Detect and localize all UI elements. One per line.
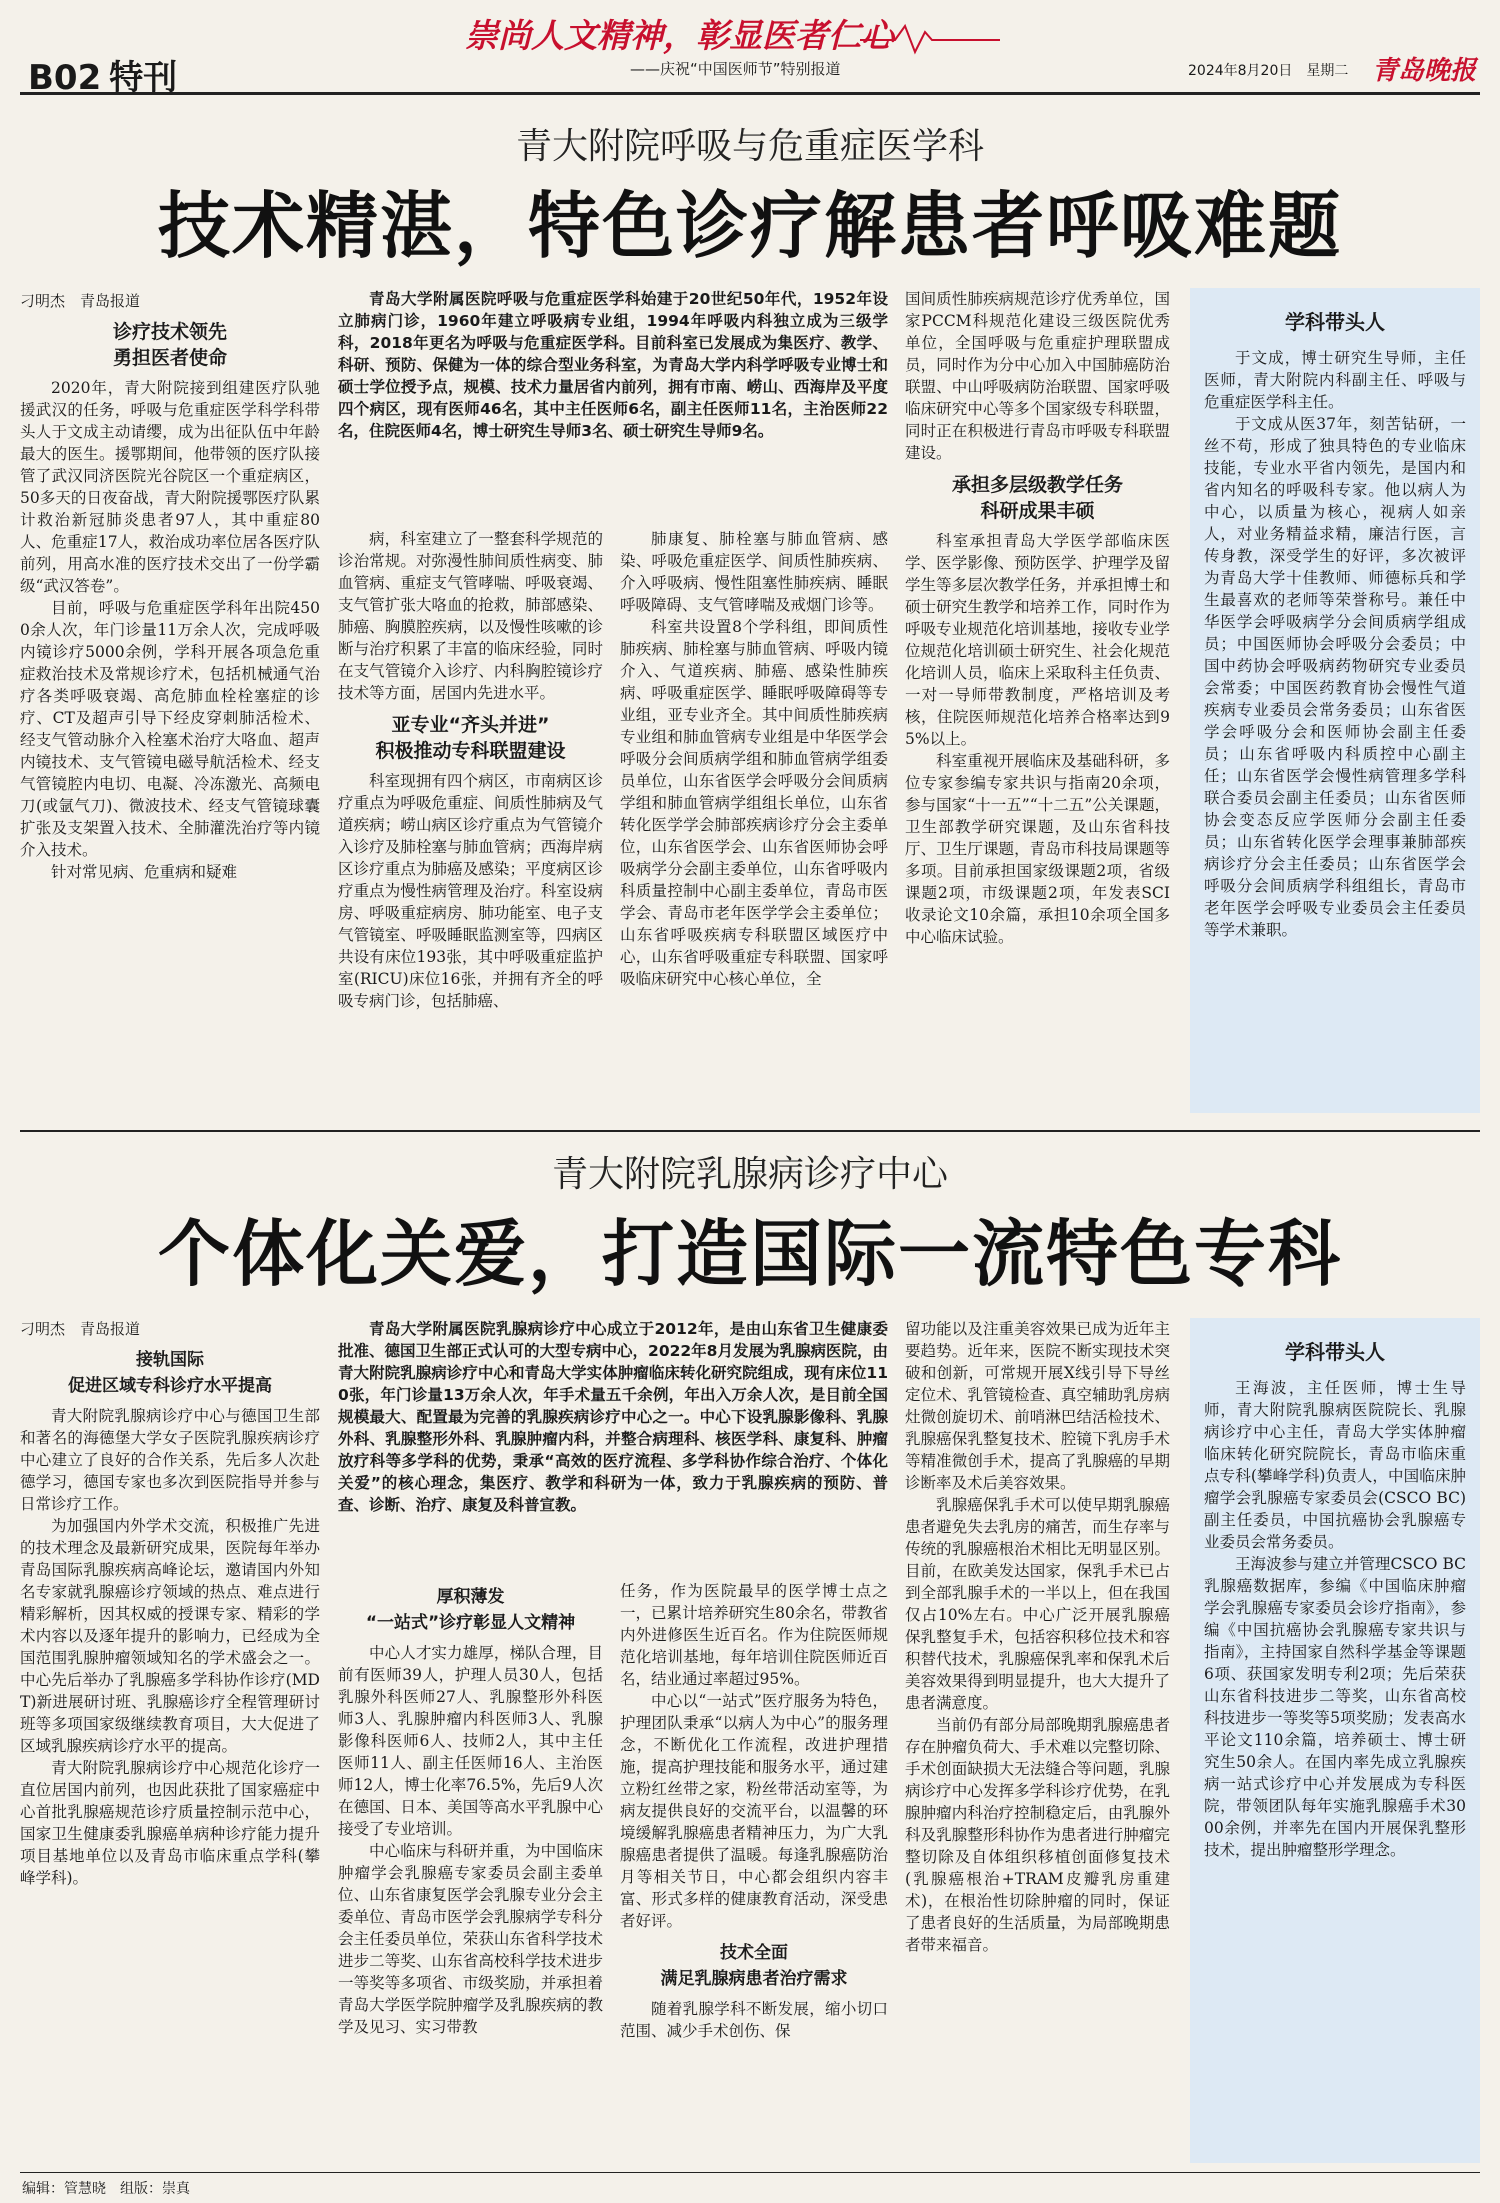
paragraph: 科室承担青岛大学医学部临床医学、医学影像、预防医学、护理学及留学生等多层次教学任务，并承担博士和硕士研究生教学和培养工作，同时作为呼吸专业规范化培训基地，接收专业学位规范化培训硕士研究生、社会化规范化培训人员，临床上采取科主任负责、一对一导师带教制度，严格培训及考核，住院医师规范化培养合格率达到95%以上。 bbox=[905, 532, 1170, 748]
paragraph: 当前仍有部分局部晚期乳腺癌患者存在肿瘤负荷大、手术难以完整切除、手术创面缺损大无法缝合等问题，乳腺病诊疗中心发挥多学科诊疗优势，在乳腺肿瘤内科治疗控制稳定后，由乳腺外科及乳腺整形科协作为患者进行肿瘤完整切除及自体组织移植创面修复技术(乳腺癌根治+TRAM皮瓣乳房重建术)，在根治性切除肿瘤的同时，保证了患者良好的生活质量，为局部晚期患者带来福音。 bbox=[905, 1716, 1170, 1954]
paragraph: 肺康复、肺栓塞与肺血管病、感染、呼吸危重症医学、间质性肺疾病、介入呼吸病、慢性阻塞性肺疾病、睡眠呼吸障碍、支气管哮喘及戒烟门诊等。 bbox=[620, 530, 888, 614]
article1-col4 bbox=[905, 288, 1170, 948]
paragraph: 为加强国内外学术交流，积极推广先进的技术理念及最新研究成果，医院每年举办青岛国际乳腺疾病高峰论坛，邀请国内外知名专家就乳腺癌诊疗领域的热点、难点进行精彩解析，因其权威的授课专家、精彩的学术内容以及逐年提升的影响力，已经成为全国范围乳腺肿瘤领域知名的学术盛会之一。中心先后举办了乳腺癌多学科协作诊疗(MDT)新进展研讨班、乳腺癌诊疗全程管理研讨班等多项国家级继续教育项目，大大促进了区域乳腺疾病诊疗水平的提高。 bbox=[20, 1517, 320, 1755]
paper-logo: 青岛晚报 bbox=[1372, 56, 1477, 86]
article1-headline: 技术精湛，特色诊疗解患者呼吸难题 bbox=[157, 184, 1342, 268]
paragraph: 科室现拥有四个病区，市南病区诊疗重点为呼吸危重症、间质性肺病及气道疾病；崂山病区诊疗重点为气管镜介入诊疗及肺栓塞与肺血管病；西海岸病区诊疗重点为肺癌及感染；平度病区诊疗重点为慢性病管理及治疗。科室设病房、呼吸重症病房、肺功能室、电子支气管镜室、呼吸睡眠监测室等，四病区共设有床位193张，其中呼吸重症监护室(RICU)床位16张，并拥有齐全的呼吸专病门诊，包括肺癌、 bbox=[338, 772, 603, 1010]
subheading: 技术全面 满足乳腺病患者治疗需求 bbox=[660, 1943, 848, 1989]
footer-credits: 编辑：管慧晓 组版：崇真 bbox=[22, 2181, 190, 2197]
heartbeat-icon bbox=[860, 18, 1000, 58]
article1-kicker: 青大附院呼吸与危重症医学科 bbox=[515, 126, 984, 167]
article2-leader-box bbox=[1190, 1318, 1480, 2163]
subslogan: ——庆祝“中国医师节”特别报道 bbox=[630, 60, 841, 78]
paragraph: 任务，作为医院最早的医学博士点之一，已累计培养研究生80余名，带教省内外进修医生近百名。作为住院医师规范化培训基地，每年培训住院医师近百名，结业通过率超过95%。 bbox=[620, 1582, 888, 1688]
subheading: 接轨国际 促进区域专科诊疗水平提高 bbox=[68, 1350, 272, 1396]
article1-col3 bbox=[620, 528, 888, 990]
subheading: 厚积薄发 “一站式”诊疗彰显人文精神 bbox=[365, 1587, 576, 1633]
paragraph: 于文成，博士研究生导师，主任医师，青大附院内科副主任、呼吸与危重症医学科主任。 bbox=[1204, 349, 1466, 411]
section-divider bbox=[20, 1130, 1480, 1132]
masthead-rule bbox=[20, 92, 1480, 95]
paragraph: 针对常见病、危重病和疑难 bbox=[51, 863, 238, 881]
article1-leader-box bbox=[1190, 288, 1480, 1113]
article2-lede bbox=[338, 1318, 888, 1516]
article1-col1 bbox=[20, 290, 320, 883]
article2-col4 bbox=[905, 1318, 1170, 1956]
paragraph: 青大附院乳腺病诊疗中心规范化诊疗一直位居国内前列，也因此获批了国家癌症中心首批乳腺癌规范诊疗质量控制示范中心，国家卫生健康委乳腺癌单病种诊疗能力提升项目基地单位以及青岛市临床重点学科(攀峰学科)。 bbox=[20, 1759, 320, 1887]
leader-box-title: 学科带头人 bbox=[1285, 310, 1385, 334]
leader-box-title: 学科带头人 bbox=[1285, 1340, 1385, 1364]
footer-rule bbox=[20, 2172, 1480, 2173]
article1-col2 bbox=[338, 528, 603, 1012]
article2-headline: 个体化关爱，打造国际一流特色专科 bbox=[157, 1212, 1342, 1296]
byline: 刁明杰 青岛报道 bbox=[20, 1320, 141, 1338]
article2-col3 bbox=[620, 1580, 888, 2042]
slogan: 崇尚人文精神，彰显医者仁心 bbox=[465, 16, 894, 55]
paragraph: 病，科室建立了一整套科学规范的诊治常规。对弥漫性肺间质性病变、肺血管病、重症支气管哮喘、呼吸衰竭、支气管扩张大咯血的抢救，肺部感染、肺癌、胸膜腔疾病，以及慢性咳嗽的诊断与治疗积累了丰富的临床经验，同时在支气管镜介入诊疗、内科胸腔镜诊疗技术等方面，居国内先进水平。 bbox=[338, 530, 603, 702]
paragraph: 中心以“一站式”医疗服务为特色，护理团队秉承“以病人为中心”的服务理念，不断优化工作流程，改进护理措施，提高护理技能和服务水平，通过建立粉红丝带之家，粉丝带活动室等，为病友提供良好的交流平台，以温馨的环境缓解乳腺癌患者精神压力，为广大乳腺癌患者提供了温暖。每逢乳腺癌防治月等相关节日，中心都会组织内容丰富、形式多样的健康教育活动，深受患者好评。 bbox=[620, 1692, 888, 1930]
paragraph: 中心临床与科研并重，为中国临床肿瘤学会乳腺癌专家委员会副主委单位、山东省康复医学会乳腺专业分会主委单位、青岛市医学会乳腺病学专科分会主任委员单位，荣获山东省科学技术进步二等奖、山东省高校科学技术进步一等奖等多项省、市级奖励，并承担着青岛大学医学院肿瘤学及乳腺疾病的教学及见习、实习带教 bbox=[338, 1842, 603, 2036]
article1-lede bbox=[338, 288, 888, 442]
paragraph: 2020年，青大附院接到组建医疗队驰援武汉的任务，呼吸与危重症医学科学科带头人于文成主动请缨，成为出征队伍中年龄最大的医生。援鄂期间，他带领的医疗队接管了武汉同济医院光谷院区一个重症病区，50多天的日夜奋战，青大附院援鄂医疗队累计救治新冠肺炎患者97人，其中重症80人、危重症17人，救治成功率位居各医疗队前列，用高水准的医疗技术交出了一份学霸级“武汉答卷”。 bbox=[20, 379, 320, 595]
article2-kicker: 青大附院乳腺病诊疗中心 bbox=[551, 1154, 948, 1195]
paragraph: 留功能以及注重美容效果已成为近年主要趋势。近年来，医院不断实现技术突破和创新，可常规开展X线引导下导丝定位术、乳管镜检查、真空辅助乳房病灶微创旋切术、前哨淋巴结活检技术、乳腺癌保乳整复技术、腔镜下乳房手术等精准微创手术，提高了乳腺癌的早期诊断率及术后美容效果。 bbox=[905, 1320, 1170, 1492]
byline: 刁明杰 青岛报道 bbox=[20, 292, 141, 310]
paragraph: 科室共设置8个学科组，即间质性肺疾病、肺栓塞与肺血管病、呼吸内镜介入、气道疾病、肺癌、感染性肺疾病、呼吸重症医学、睡眠呼吸障碍等专业组，亚专业齐全。其中间质性肺疾病专业组和肺血管病专业组是中华医学会呼吸分会间质病学组和肺血管病学组委员单位，山东省医学会呼吸分会间质病学组和肺血管病学组组长单位，山东省转化医学学会肺部疾病诊疗分会主委单位，山东省医学会、山东省医师协会呼吸病学分会副主委单位，山东省呼吸内科质量控制中心副主委单位，青岛市医学会、青岛市老年医学学会主委单位；山东省呼吸疾病专科联盟区域医疗中心，山东省呼吸重症专科联盟、国家呼吸临床研究中心核心单位，全 bbox=[620, 618, 888, 988]
paragraph: 科室重视开展临床及基础科研，多位专家参编专家共识与指南20余项，参与国家“十一五”“十二五”公关课题，卫生部教学研究课题，及山东省科技厅、卫生厅课题，青岛市科技局课题等多项。目前承担国家级课题2项，省级课题2项，市级课题2项，年发表SCI收录论文10余篇，承担10余项全国多中心临床试验。 bbox=[905, 752, 1170, 946]
paragraph: 目前，呼吸与危重症医学科年出院4500余人次，年门诊量11万余人次，完成呼吸内镜诊疗5000余例，学科开展各项急危重症救治技术及常规诊疗术，包括机械通气治疗各类呼吸衰竭、高危肺血栓栓塞症的诊疗、CT及超声引导下经皮穿刺肺活检术、经支气管动脉介入栓塞术治疗大咯血、超声内镜技术、支气管镜电磁导航活检术、经支气管镜腔内电切、电凝、冷冻激光、高频电刀(或氩气刀)、微波技术、经支气管镜球囊扩张及支架置入技术、全肺灌洗治疗等内镜介入技术。 bbox=[20, 599, 320, 859]
paragraph: 于文成从医37年，刻苦钻研，一丝不苟，形成了独具特色的专业临床技能，专业水平省内领先，是国内和省内知名的呼吸科专家。他以病人为中心，以质量为核心，视病人如亲人，对业务精益求精，廉洁行医，言传身教，深受学生的好评，多次被评为青岛大学十佳教师、师德标兵和学生最喜欢的老师等荣誉称号。兼任中华医学会呼吸病学分会间质病学组成员；中国医师协会呼吸分会委员；中国中药协会呼吸病药物研究专业委员会常委；中国医药教育协会慢性气道疾病专业委员会常务委员；山东省医学会呼吸分会和医师协会副主任委员；山东省呼吸内科质控中心副主任；山东省医学会慢性病管理多学科联合委员会副主任委员；山东省医师协会变态反应学医师分会副主任委员；山东省转化医学会理事兼肺部疾病诊疗分会主任委员；山东省医学会呼吸分会间质病学科组组长，青岛市老年医学会呼吸专业委员会主任委员等学术兼职。 bbox=[1204, 415, 1466, 939]
paragraph: 王海波参与建立并管理CSCO BC乳腺癌数据库，参编《中国临床肿瘤学会乳腺癌专家委员会诊疗指南》，参编《中国抗癌协会乳腺癌专家共识与指南》，主持国家自然科学基金等课题6项、获国家发明专利2项；先后荣获山东省科技进步二等奖，山东省高校科技进步一等奖等5项奖励；发表高水平论文110余篇，培养硕士、博士研究生50余人。在国内率先成立乳腺疾病一站式诊疗中心并发展成为专科医院，带领团队每年实施乳腺癌手术3000余例，并率先在国内开展保乳整形技术，提出肿瘤整形学理念。 bbox=[1204, 1555, 1466, 1859]
subheading: 诊疗技术领先 勇担医者使命 bbox=[112, 321, 227, 369]
issue-date: 2024年8月20日 星期二 bbox=[1188, 63, 1349, 79]
subheading: 承担多层级教学任务 科研成果丰硕 bbox=[951, 474, 1123, 522]
paragraph: 王海波，主任医师，博士生导师，青大附院乳腺病医院院长、乳腺病诊疗中心主任，青岛大学实体肿瘤临床转化研究院院长，青岛市临床重点专科(攀峰学科)负责人，中国临床肿瘤学会乳腺癌专家委员会(CSCO BC)副主任委员，中国抗癌协会乳腺癌专业委员会常务委员。 bbox=[1204, 1379, 1466, 1551]
article2-col2 bbox=[338, 1576, 603, 2038]
article2-col1 bbox=[20, 1318, 320, 1889]
subheading: 亚专业“齐头并进” 积极推动专科联盟建设 bbox=[375, 714, 566, 762]
page-number: B02 特刊 bbox=[28, 58, 178, 98]
paragraph: 青大附院乳腺病诊疗中心与德国卫生部和著名的海德堡大学女子医院乳腺疾病诊疗中心建立了良好的合作关系，先后多人次赴德学习，德国专家也多次到医院指导并参与日常诊疗工作。 bbox=[20, 1407, 320, 1513]
paragraph: 中心人才实力雄厚，梯队合理，目前有医师39人，护理人员30人，包括乳腺外科医师27人、乳腺整形外科医师3人、乳腺肿瘤内科医师3人、乳腺影像科医师6人、技师2人，其中主任医师11人、副主任医师16人、主治医师12人，博士化率76.5%，先后9人次在德国、日本、美国等高水平乳腺中心接受了专业培训。 bbox=[338, 1644, 603, 1838]
lede-paragraph: 青岛大学附属医院乳腺病诊疗中心成立于2012年，是由山东省卫生健康委批准、德国卫生部正式认可的大型专病中心，2022年8月发展为乳腺病医院，由青大附院乳腺病诊疗中心和青岛大学实体肿瘤临床转化研究院组成，现有床位110张，年门诊量13万余人次，年手术量五千余例，年出入万余人次，是目前全国规模最大、配置最为完善的乳腺疾病诊疗中心之一。中心下设乳腺影像科、乳腺外科、乳腺整形外科、乳腺肿瘤内科，并整合病理科、核医学科、康复科、肿瘤放疗科等多学科的优势，秉承“高效的医疗流程、多学科协作综合治疗、个体化关爱”的核心理念，集医疗、教学和科研为一体，致力于乳腺疾病的预防、普查、诊断、治疗、康复及科普宣教。 bbox=[338, 1320, 888, 1514]
paragraph: 国间质性肺疾病规范诊疗优秀单位，国家PCCM科规范化建设三级医院优秀单位，全国呼吸与危重症护理联盟成员，同时作为分中心加入中国肺癌防治联盟、中山呼吸病防治联盟、国家呼吸临床研究中心等多个国家级专科联盟，同时正在积极进行青岛市呼吸专科联盟建设。 bbox=[905, 290, 1170, 462]
paragraph: 随着乳腺学科不断发展，缩小切口范围、减少手术创伤、保 bbox=[620, 2000, 888, 2040]
paragraph: 乳腺癌保乳手术可以使早期乳腺癌患者避免失去乳房的痛苦，而生存率与传统的乳腺癌根治术相比无明显区别。目前，在欧美发达国家，保乳手术已占到全部乳腺手术的一半以上，但在我国仅占10%左右。中心广泛开展乳腺癌保乳整复手术，包括容积移位技术和容积替代技术，乳腺癌保乳率和保乳术后美容效果得到明显提升，也大大提升了患者满意度。 bbox=[905, 1496, 1170, 1712]
lede-paragraph: 青岛大学附属医院呼吸与危重症医学科始建于20世纪50年代，1952年设立肺病门诊，1960年建立呼吸病专业组，1994年呼吸内科独立成为三级学科，2018年更名为呼吸与危重症医学科。目前科室已发展成为集医疗、教学、科研、预防、保健为一体的综合型业务科室，为青岛大学内科学呼吸专业博士和硕士学位授予点，规模、技术力量居省内前列，拥有市南、崂山、西海岸及平度四个病区，现有医师46名，其中主任医师6名，副主任医师11名，主治医师22名，住院医师4名，博士研究生导师3名、硕士研究生导师9名。 bbox=[338, 290, 888, 440]
